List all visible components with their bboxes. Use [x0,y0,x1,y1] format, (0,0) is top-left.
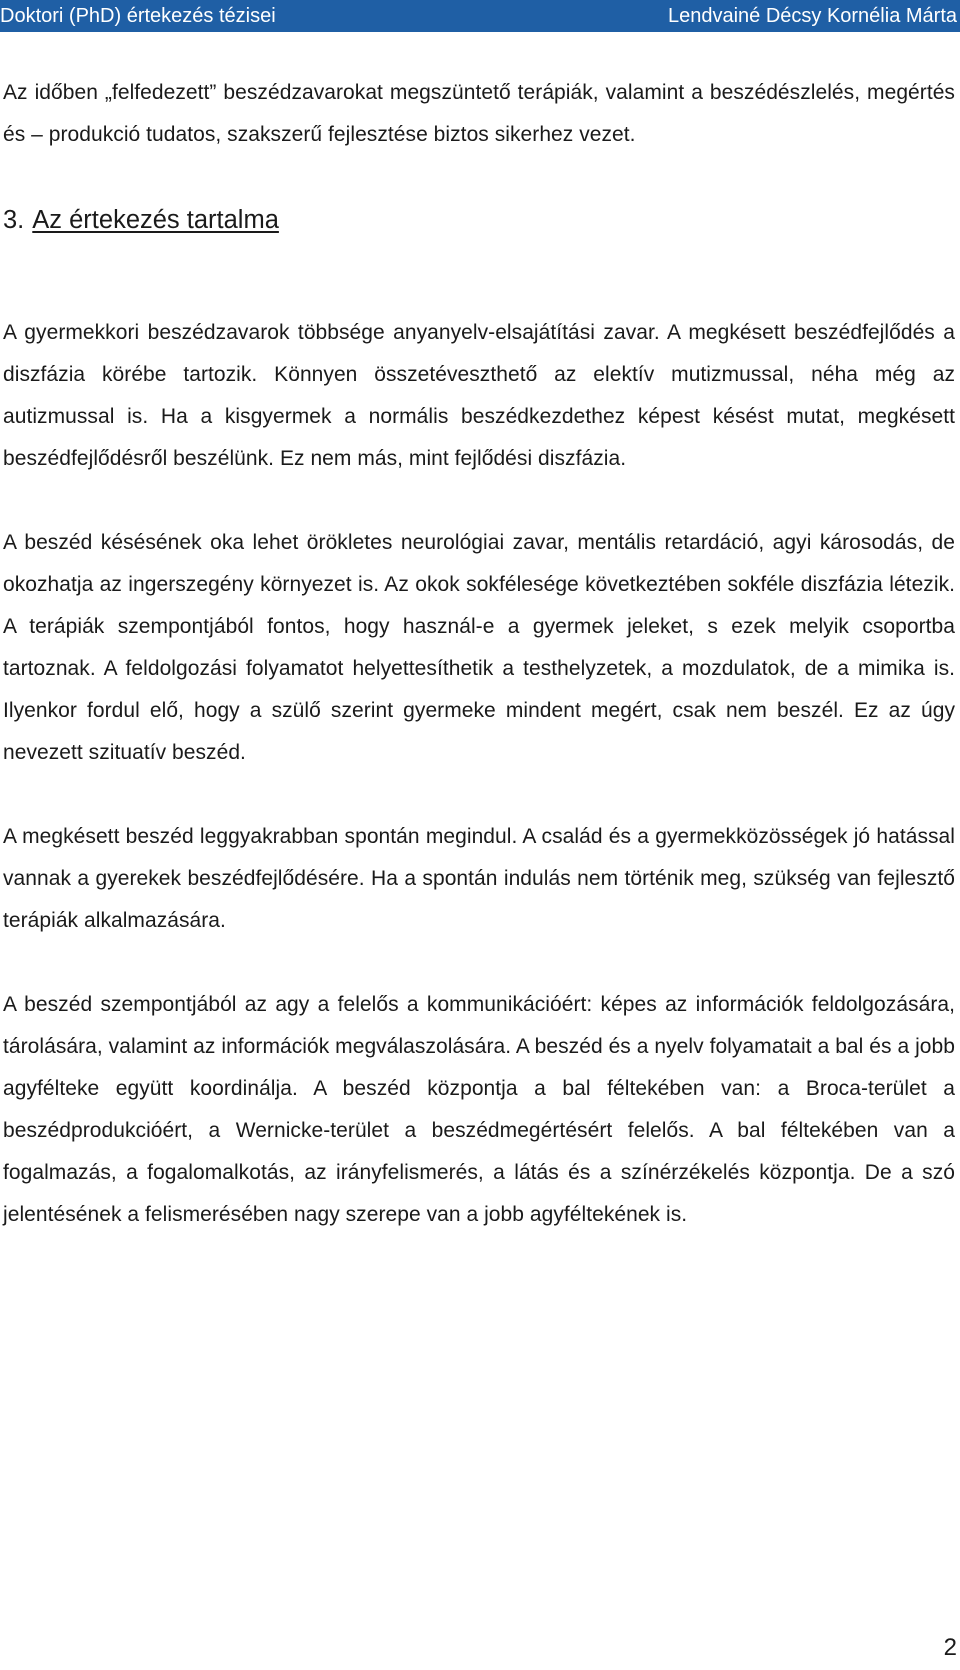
section-title: Az értekezés tartalma [32,206,279,234]
body-paragraph-3: A megkésett beszéd leggyakrabban spontán megindul. A család és a gyermekközösségek jó hatással vannak a gyerekek beszédfejlődésére. Ha a spontán indulás nem történik meg, szükség van fejlesztő terápiák alkalmazására. [3,825,955,932]
page-header [0,0,960,32]
intro-paragraph: Az időben „felfedezett” beszédzavarokat megszüntető terápiák, valamint a beszédészlelés, megértés és – produkció tudatos, szakszerű fejlesztése biztos sikerhez vezet. [3,81,955,146]
body-paragraph-2: A beszéd késésének oka lehet örökletes neurológiai zavar, mentális retardáció, agyi károsodás, de okozhatja az ingerszegény környezet is. Az okok sokfélesége következtében sokféle diszfázia létezik. A terápiák szempontjából fontos, hogy használ-e a gyermek jeleket, s ezek melyik csoportba tartoznak. A feldolgozási folyamatot helyettesíthetik a testhelyzetek, a mozdulatok, de a mimika is. Ilyenkor fordul elő, hogy a szülő szerint gyermeke mindent megért, csak nem beszél. Ez az úgy nevezett szituatív beszéd. [3,531,955,764]
body-paragraph-1: A gyermekkori beszédzavarok többsége anyanyelv-elsajátítási zavar. A megkésett beszédfejlődés a diszfázia körébe tartozik. Könnyen összetéveszthető az elektív mutizmussal, néha még az autizmussal is. Ha a kisgyermek a normális beszédkezdethez képest késést mutat, megkésett beszédfejlődésről beszélünk. Ez nem más, mint fejlődési diszfázia. [3,321,955,470]
section-heading [3,199,955,241]
page-number: 2 [943,1634,957,1661]
header-left-title: Doktori (PhD) értekezés tézisei [0,5,276,27]
page-content [3,72,955,1236]
body-paragraph-4: A beszéd szempontjából az agy a felelős a kommunikációért: képes az információk feldolgozására, tárolására, valamint az információk megválaszolására. A beszéd és a nyelv folyamatait a bal és a jobb agyfélteke együtt koordinálja. A beszéd központja a bal féltekében van: a Broca-terület a beszédprodukcióért, a Wernicke-terület a beszédmegértésért felelős. A bal féltekében van a fogalmazás, a fogalomalkotás, az irányfelismerés, a látás és a színérzékelés központja. De a szó jelentésének a felismerésében nagy szerepe van a jobb agyféltekének is. [3,993,955,1226]
section-number: 3. [3,206,25,234]
header-author: Lendvainé Décsy Kornélia Márta [667,5,957,27]
